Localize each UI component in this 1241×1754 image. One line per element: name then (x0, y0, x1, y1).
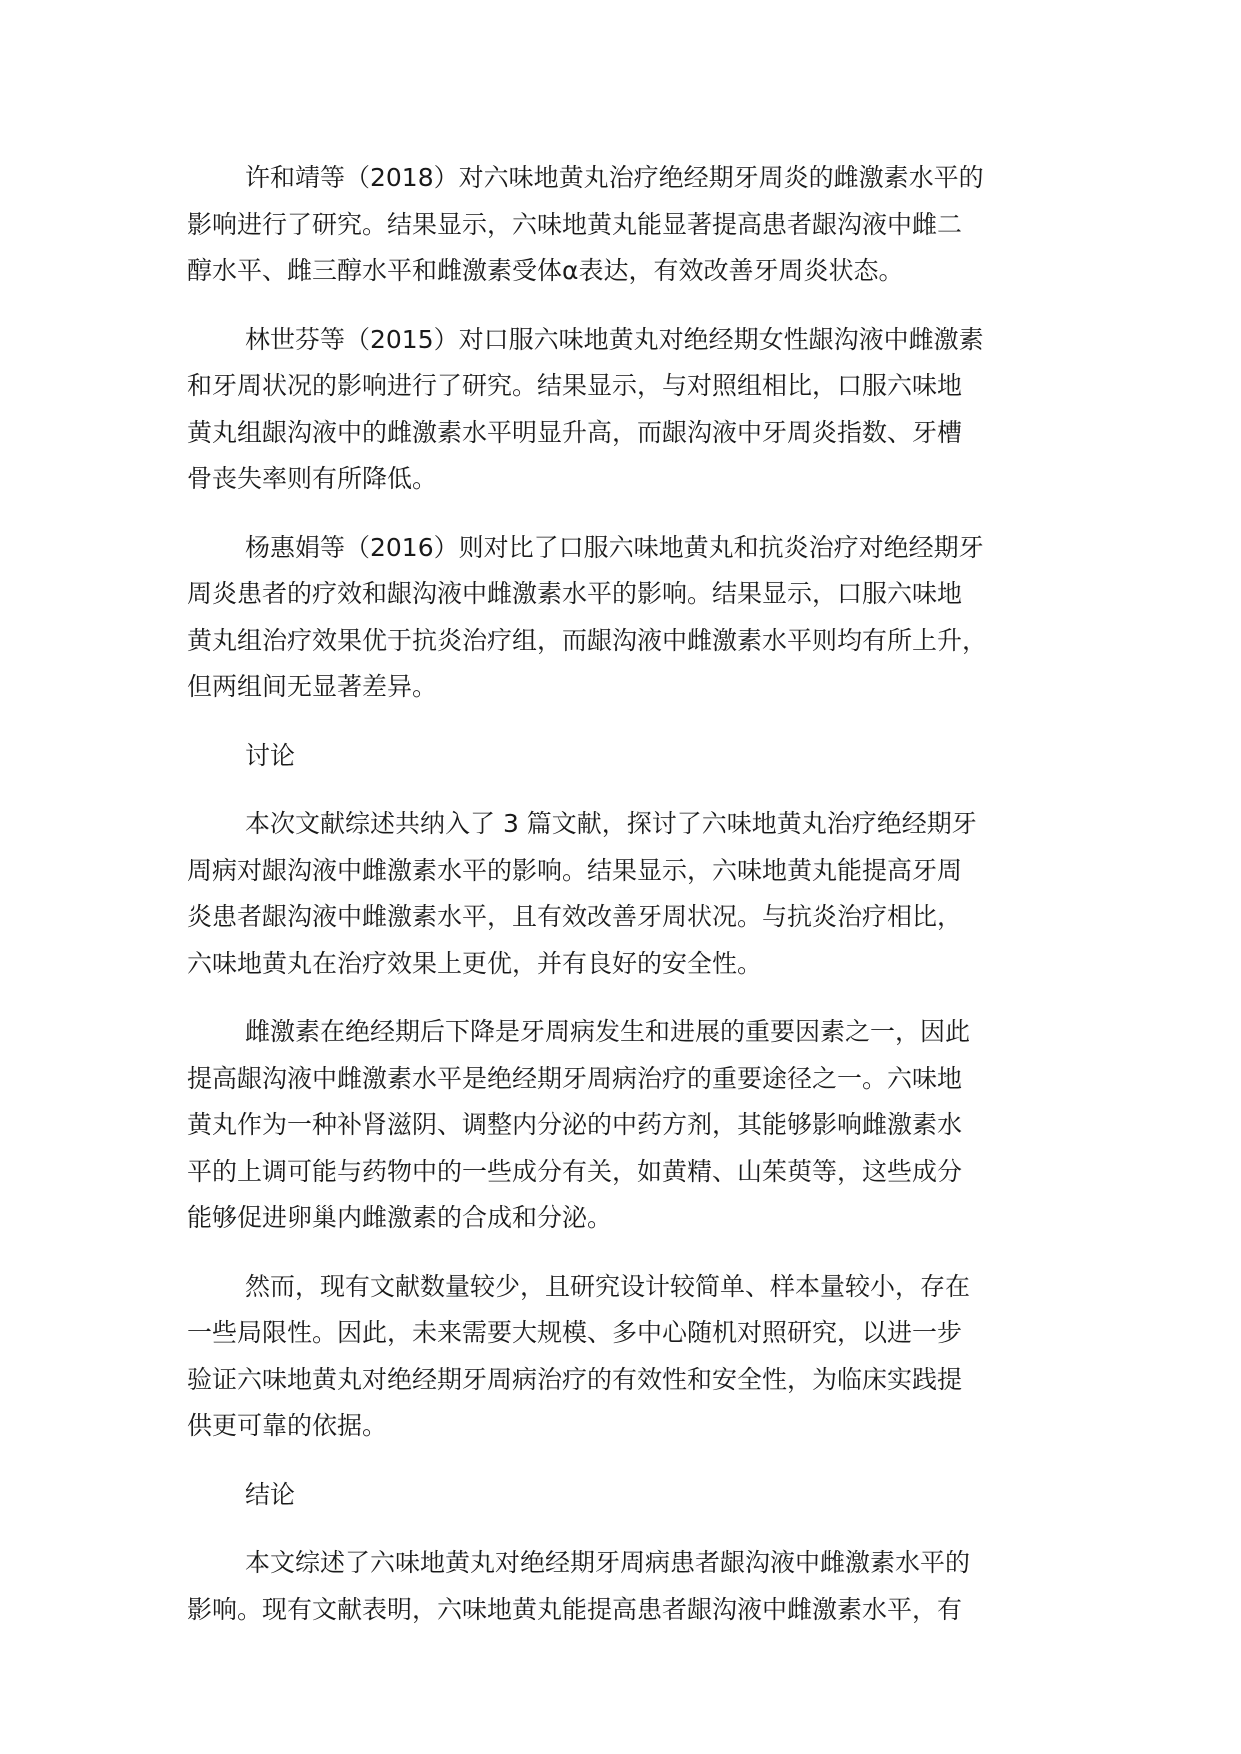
text-line: 本文综述了六味地黄丸对绝经期牙周病患者龈沟液中雌激素水平的 (245, 1548, 971, 1577)
paragraph-discussion-summary (187, 801, 1087, 987)
text-line: 影响。现有文献表明，六味地黄丸能提高患者龈沟液中雌激素水平，有 (187, 1594, 963, 1624)
text-line: 验证六味地黄丸对绝经期牙周病治疗的有效性和安全性，为临床实践提 (187, 1364, 963, 1394)
text-line: 平的上调可能与药物中的一些成分有关，如黄精、山茱萸等，这些成分 (187, 1156, 963, 1186)
text-line: 影响进行了研究。结果显示，六味地黄丸能显著提高患者龈沟液中雌二 (187, 209, 963, 239)
text-line: 然而，现有文献数量较少，且研究设计较简单、样本量较小，存在 (245, 1271, 971, 1301)
text-line: 和牙周状况的影响进行了研究。结果显示，与对照组相比，口服六味地 (187, 371, 963, 400)
text-line: 一些局限性。因此，未来需要大规模、多中心随机对照研究，以进一步 (187, 1318, 963, 1347)
paragraph-discussion-limitations (187, 1264, 1087, 1450)
section-heading-conclusion: 结论 (245, 1479, 296, 1509)
paragraph-xu-2018 (187, 155, 1087, 295)
paragraph-conclusion (187, 1540, 1087, 1633)
text-line: 本次文献综述共纳入了 3 篇文献，探讨了六味地黄丸治疗绝经期牙 (245, 809, 977, 838)
text-line: 周病对龈沟液中雌激素水平的影响。结果显示，六味地黄丸能提高牙周 (187, 855, 963, 885)
section-heading-discussion: 讨论 (245, 740, 296, 770)
document-body (187, 155, 1087, 1655)
text-line: 林世芬等（2015）对口服六味地黄丸对绝经期女性龈沟液中雌激素 (245, 324, 984, 354)
text-line: 六味地黄丸在治疗效果上更优，并有良好的安全性。 (187, 948, 763, 978)
text-line: 能够促进卵巢内雌激素的合成和分泌。 (187, 1203, 613, 1232)
text-line: 供更可靠的依据。 (187, 1411, 388, 1440)
paragraph-lin-2015 (187, 317, 1087, 503)
text-line: 提高龈沟液中雌激素水平是绝经期牙周病治疗的重要途径之一。六味地 (187, 1063, 963, 1093)
text-line: 黄丸组治疗效果优于抗炎治疗组，而龈沟液中雌激素水平则均有所上升， (187, 625, 988, 655)
paragraph-discussion-mechanism (187, 1009, 1087, 1242)
text-line: 周炎患者的疗效和龈沟液中雌激素水平的影响。结果显示，口服六味地 (187, 579, 963, 608)
paragraph-yang-2016 (187, 525, 1087, 711)
text-line: 杨惠娟等（2016）则对比了口服六味地黄丸和抗炎治疗对绝经期牙 (245, 532, 984, 562)
text-line: 炎患者龈沟液中雌激素水平，且有效改善牙周状况。与抗炎治疗相比， (187, 902, 963, 931)
text-line: 但两组间无显著差异。 (187, 672, 438, 701)
text-line: 黄丸作为一种补肾滋阴、调整内分泌的中药方剂，其能够影响雌激素水 (187, 1110, 963, 1139)
text-line: 醇水平、雌三醇水平和雌激素受体α表达，有效改善牙周炎状态。 (187, 256, 904, 285)
text-line: 骨丧失率则有所降低。 (187, 464, 438, 493)
text-line: 许和靖等（2018）对六味地黄丸治疗绝经期牙周炎的雌激素水平的 (245, 163, 984, 192)
text-line: 黄丸组龈沟液中的雌激素水平明显升高，而龈沟液中牙周炎指数、牙槽 (187, 417, 963, 447)
text-line: 雌激素在绝经期后下降是牙周病发生和进展的重要因素之一，因此 (245, 1017, 971, 1046)
